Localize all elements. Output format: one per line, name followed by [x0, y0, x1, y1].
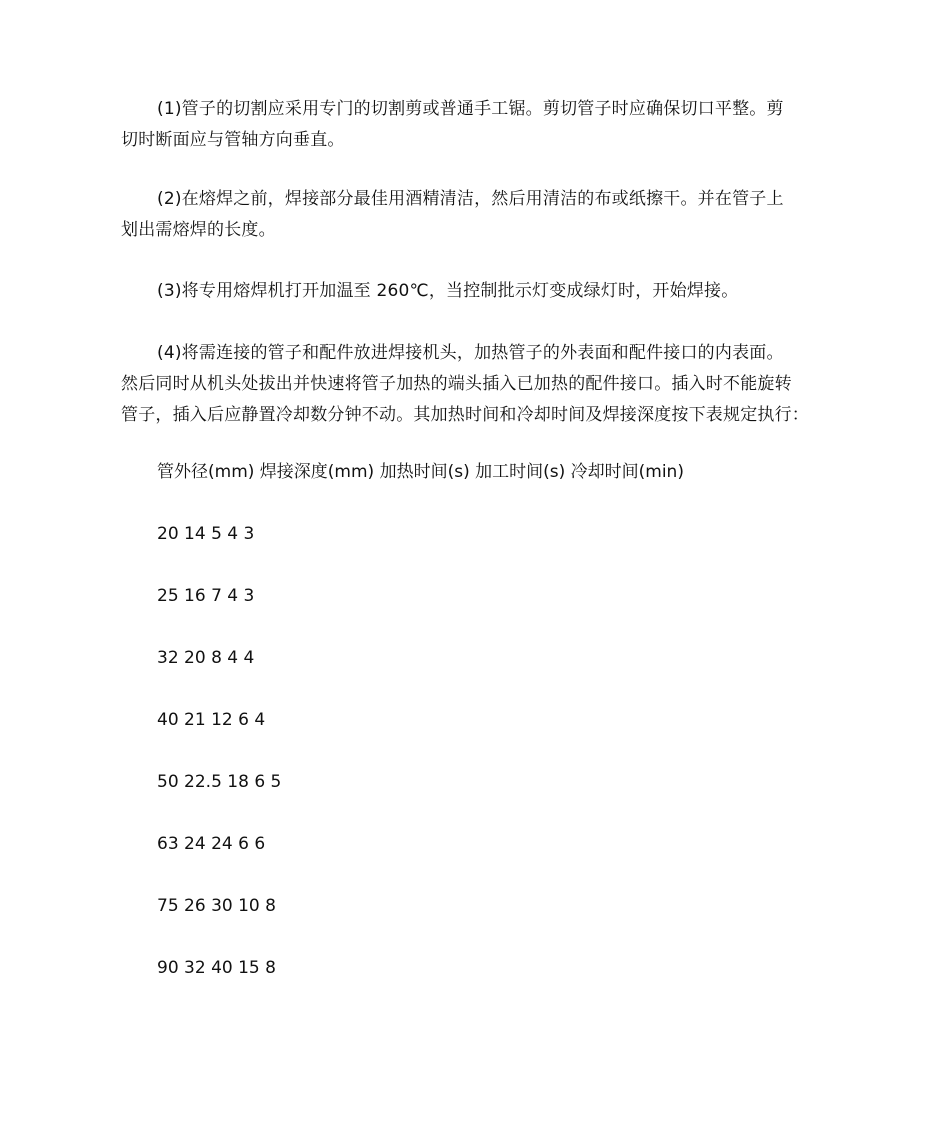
- paragraph-line: (1)管子的切割应采用专门的切割剪或普通手工锯。剪切管子时应确保切口平整。剪: [157, 99, 784, 119]
- table-row: 75 26 30 10 8: [157, 896, 276, 916]
- paragraph-line: (3)将专用熔焊机打开加温至 260℃，当控制批示灯变成绿灯时，开始焊接。: [157, 281, 739, 301]
- paragraph-line: 切时断面应与管轴方向垂直。: [121, 130, 345, 150]
- table-row: 90 32 40 15 8: [157, 958, 276, 978]
- table-header: 管外径(mm) 焊接深度(mm) 加热时间(s) 加工时间(s) 冷却时间(min): [157, 462, 684, 482]
- paragraph-line: 然后同时从机头处拔出并快速将管子加热的端头插入已加热的配件接口。插入时不能旋转: [121, 374, 792, 394]
- table-row: 50 22.5 18 6 5: [157, 772, 282, 792]
- table-row: 25 16 7 4 3: [157, 586, 255, 606]
- paragraph-line: 划出需熔焊的长度。: [121, 220, 276, 240]
- paragraph-cutting: [121, 94, 836, 156]
- paragraph-line: (2)在熔焊之前，焊接部分最佳用酒精清洁，然后用清洁的布或纸擦干。并在管子上: [157, 189, 784, 209]
- table-row: 20 14 5 4 3: [157, 524, 255, 544]
- table-row: 63 24 24 6 6: [157, 834, 266, 854]
- paragraph-welding: [121, 338, 836, 431]
- paragraph-line: 管子，插入后应静置冷却数分钟不动。其加热时间和冷却时间及焊接深度按下表规定执行：: [121, 405, 809, 425]
- paragraph-heating: [121, 276, 836, 307]
- paragraph-cleaning: [121, 184, 836, 246]
- table-row: 32 20 8 4 4: [157, 648, 255, 668]
- table-row: 40 21 12 6 4: [157, 710, 266, 730]
- paragraph-line: (4)将需连接的管子和配件放进焊接机头，加热管子的外表面和配件接口的内表面。: [157, 343, 784, 363]
